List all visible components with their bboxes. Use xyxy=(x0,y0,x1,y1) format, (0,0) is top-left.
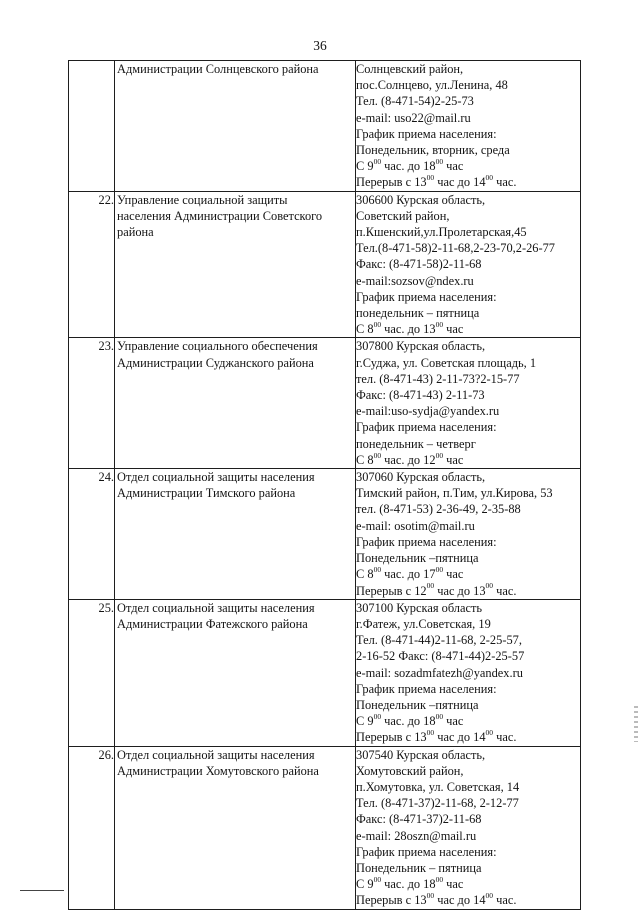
contact-line: тел. (8-471-43) 2-11-73?2-15-77 xyxy=(356,371,520,386)
time-text: час. xyxy=(493,583,517,598)
contact-line: e-mail:uso-sydja@yandex.ru xyxy=(356,404,500,419)
time-minutes: 00 xyxy=(435,450,444,460)
contact-line: Факс: (8-471-58)2-11-68 xyxy=(356,257,482,272)
row-number xyxy=(69,61,115,192)
time-text: Перерыв с 13 xyxy=(356,175,427,190)
footer-rule xyxy=(20,890,64,891)
contact-line: Понедельник, вторник, среда xyxy=(356,143,510,158)
contact-line: Тел. (8-471-37)2-11-68, 2-12-77 xyxy=(356,796,519,811)
organization-name-line: Администрации Фатежского района xyxy=(117,616,308,631)
time-minutes: 00 xyxy=(373,875,382,885)
contact-details xyxy=(356,746,581,909)
time-text: Перерыв с 12 xyxy=(356,583,427,598)
organization-name-line: Администрации Хомутовского района xyxy=(117,763,319,778)
contact-line: п.Хомутовка, ул. Советская, 14 xyxy=(356,779,520,794)
contact-details xyxy=(356,191,581,338)
contact-line: 306600 Курская область, xyxy=(356,192,486,207)
contact-line: Понедельник –пятница xyxy=(356,697,479,712)
contact-line: e-mail: uso22@mail.ru xyxy=(356,110,471,125)
contact-line: 307100 Курская область xyxy=(356,600,483,615)
reception-hours xyxy=(356,713,580,729)
organization-name-line: Отдел социальной защиты населения xyxy=(117,600,315,615)
contact-line: Тимский район, п.Тим, ул.Кирова, 53 xyxy=(356,486,553,501)
reception-hours xyxy=(356,158,580,174)
time-minutes: 00 xyxy=(373,320,382,330)
contact-line: График приема населения: xyxy=(356,420,497,435)
organization-name xyxy=(115,191,356,338)
table-row xyxy=(69,599,581,746)
organization-name xyxy=(115,599,356,746)
time-minutes: 00 xyxy=(485,728,494,738)
time-minutes: 00 xyxy=(426,728,435,738)
time-minutes: 00 xyxy=(435,875,444,885)
contact-line: e-mail: 28oszn@mail.ru xyxy=(356,828,477,843)
organization-name xyxy=(115,469,356,600)
contact-line: Тел. (8-471-44)2-11-68, 2-25-57, xyxy=(356,633,522,648)
time-text: час. xyxy=(493,893,517,908)
time-minutes: 00 xyxy=(373,565,382,575)
time-minutes: 00 xyxy=(485,581,494,591)
lunch-break xyxy=(356,892,580,908)
organization-name-line: Администрации Солнцевского района xyxy=(117,62,319,76)
contact-line: Солнцевский район, xyxy=(356,62,464,76)
time-text: час xyxy=(443,567,464,582)
contact-line: График приема населения: xyxy=(356,289,497,304)
contact-line: e-mail: sozadmfatezh@yandex.ru xyxy=(356,665,523,680)
contact-line: Хомутовский район, xyxy=(356,763,464,778)
lunch-break xyxy=(356,174,580,190)
offices-table xyxy=(68,60,581,910)
time-text: С 9 xyxy=(356,714,374,729)
time-text: час xyxy=(443,877,464,892)
time-text: С 8 xyxy=(356,322,374,337)
table-row xyxy=(69,61,581,192)
contact-line: Понедельник –пятница xyxy=(356,551,479,566)
row-number: 24. xyxy=(69,469,115,600)
page-number: 36 xyxy=(313,38,327,53)
time-minutes: 00 xyxy=(435,565,444,575)
reception-hours xyxy=(356,876,580,892)
time-text: час xyxy=(443,322,464,337)
contact-line: Факс: (8-471-43) 2-11-73 xyxy=(356,388,485,403)
contact-line: пос.Солнцево, ул.Ленина, 48 xyxy=(356,78,508,93)
table-row xyxy=(69,191,581,338)
time-text: час до 14 xyxy=(434,893,486,908)
time-minutes: 00 xyxy=(426,891,435,901)
time-text: час. xyxy=(493,175,517,190)
contact-line: График приема населения: xyxy=(356,126,497,141)
row-number: 25. xyxy=(69,599,115,746)
organization-name-line: Администрации Тимского района xyxy=(117,486,296,501)
time-text: час. до 18 xyxy=(381,877,436,892)
contact-details xyxy=(356,61,581,192)
time-text: С 8 xyxy=(356,452,374,467)
contact-details xyxy=(356,469,581,600)
table-row xyxy=(69,469,581,600)
row-number: 23. xyxy=(69,338,115,469)
time-text: час xyxy=(443,452,464,467)
contact-line: понедельник – пятница xyxy=(356,306,480,321)
lunch-break xyxy=(356,729,580,745)
time-minutes: 00 xyxy=(373,712,382,721)
time-text: час до 14 xyxy=(434,175,486,190)
contact-line: График приема населения: xyxy=(356,681,497,696)
time-minutes: 00 xyxy=(435,157,444,167)
contact-details xyxy=(356,599,581,746)
time-text: час до 13 xyxy=(434,583,486,598)
time-minutes: 00 xyxy=(435,320,444,330)
contact-details xyxy=(356,338,581,469)
contact-line: Тел.(8-471-58)2-11-68,2-23-70,2-26-77 xyxy=(356,241,555,256)
contact-line: п.Кшенский,ул.Пролетарская,45 xyxy=(356,225,527,240)
contact-line: 307060 Курская область, xyxy=(356,470,486,485)
time-text: час. до 12 xyxy=(381,452,436,467)
contact-line: e-mail:sozsov@ndex.ru xyxy=(356,273,474,288)
row-number: 26. xyxy=(69,746,115,909)
time-minutes: 00 xyxy=(435,712,444,721)
contact-line: понедельник – четверг xyxy=(356,436,476,451)
lunch-break xyxy=(356,583,580,599)
organization-name-line: Отдел социальной защиты населения xyxy=(117,747,315,762)
time-text: С 8 xyxy=(356,567,374,582)
organization-name-line: населения Администрации Советского xyxy=(117,208,323,223)
contact-line: График приема населения: xyxy=(356,534,497,549)
reception-hours xyxy=(356,566,580,582)
table-row xyxy=(69,338,581,469)
time-minutes: 00 xyxy=(426,581,435,591)
time-minutes: 00 xyxy=(373,450,382,460)
table-row xyxy=(69,746,581,909)
time-text: час xyxy=(443,159,464,174)
time-text: час. до 18 xyxy=(381,159,436,174)
time-minutes: 00 xyxy=(485,891,494,901)
contact-line: г.Фатеж, ул.Советская, 19 xyxy=(356,616,491,631)
time-text: час. до 17 xyxy=(381,567,436,582)
organization-name-line: Управление социального обеспечения xyxy=(117,339,318,354)
row-number: 22. xyxy=(69,191,115,338)
organization-name-line: Управление социальной защиты xyxy=(117,192,288,207)
time-text: С 9 xyxy=(356,877,374,892)
contact-line: Понедельник – пятница xyxy=(356,860,482,875)
contact-line: Тел. (8-471-54)2-25-73 xyxy=(356,94,474,109)
contact-line: Факс: (8-471-37)2-11-68 xyxy=(356,812,482,827)
contact-line: График приема населения: xyxy=(356,844,497,859)
time-text: час до 14 xyxy=(434,730,486,745)
time-text: час. xyxy=(493,730,517,745)
time-text: час xyxy=(443,714,464,729)
time-text: С 9 xyxy=(356,159,374,174)
contact-line: 307800 Курская область, xyxy=(356,339,486,354)
organization-name xyxy=(115,61,356,192)
time-minutes: 00 xyxy=(485,173,494,183)
organization-name-line: Отдел социальной защиты населения xyxy=(117,470,315,485)
organization-name xyxy=(115,338,356,469)
time-text: Перерыв с 13 xyxy=(356,893,427,908)
reception-hours xyxy=(356,321,580,337)
time-text: Перерыв с 13 xyxy=(356,730,427,745)
contact-line: 307540 Курская область, xyxy=(356,747,486,762)
time-minutes: 00 xyxy=(426,173,435,183)
contact-line: 2-16-52 Факс: (8-471-44)2-25-57 xyxy=(356,649,525,664)
contact-line: г.Суджа, ул. Советская площадь, 1 xyxy=(356,355,537,370)
time-text: час. до 13 xyxy=(381,322,436,337)
scan-margin-marks xyxy=(634,706,638,742)
contact-line: Советский район, xyxy=(356,208,450,223)
organization-name xyxy=(115,746,356,909)
organization-name-line: района xyxy=(117,225,154,240)
contact-line: тел. (8-471-53) 2-36-49, 2-35-88 xyxy=(356,502,521,517)
time-minutes: 00 xyxy=(373,157,382,167)
organization-name-line: Администрации Суджанского района xyxy=(117,355,314,370)
contact-line: e-mail: osotim@mail.ru xyxy=(356,518,475,533)
time-text: час. до 18 xyxy=(381,714,436,729)
reception-hours xyxy=(356,452,580,468)
